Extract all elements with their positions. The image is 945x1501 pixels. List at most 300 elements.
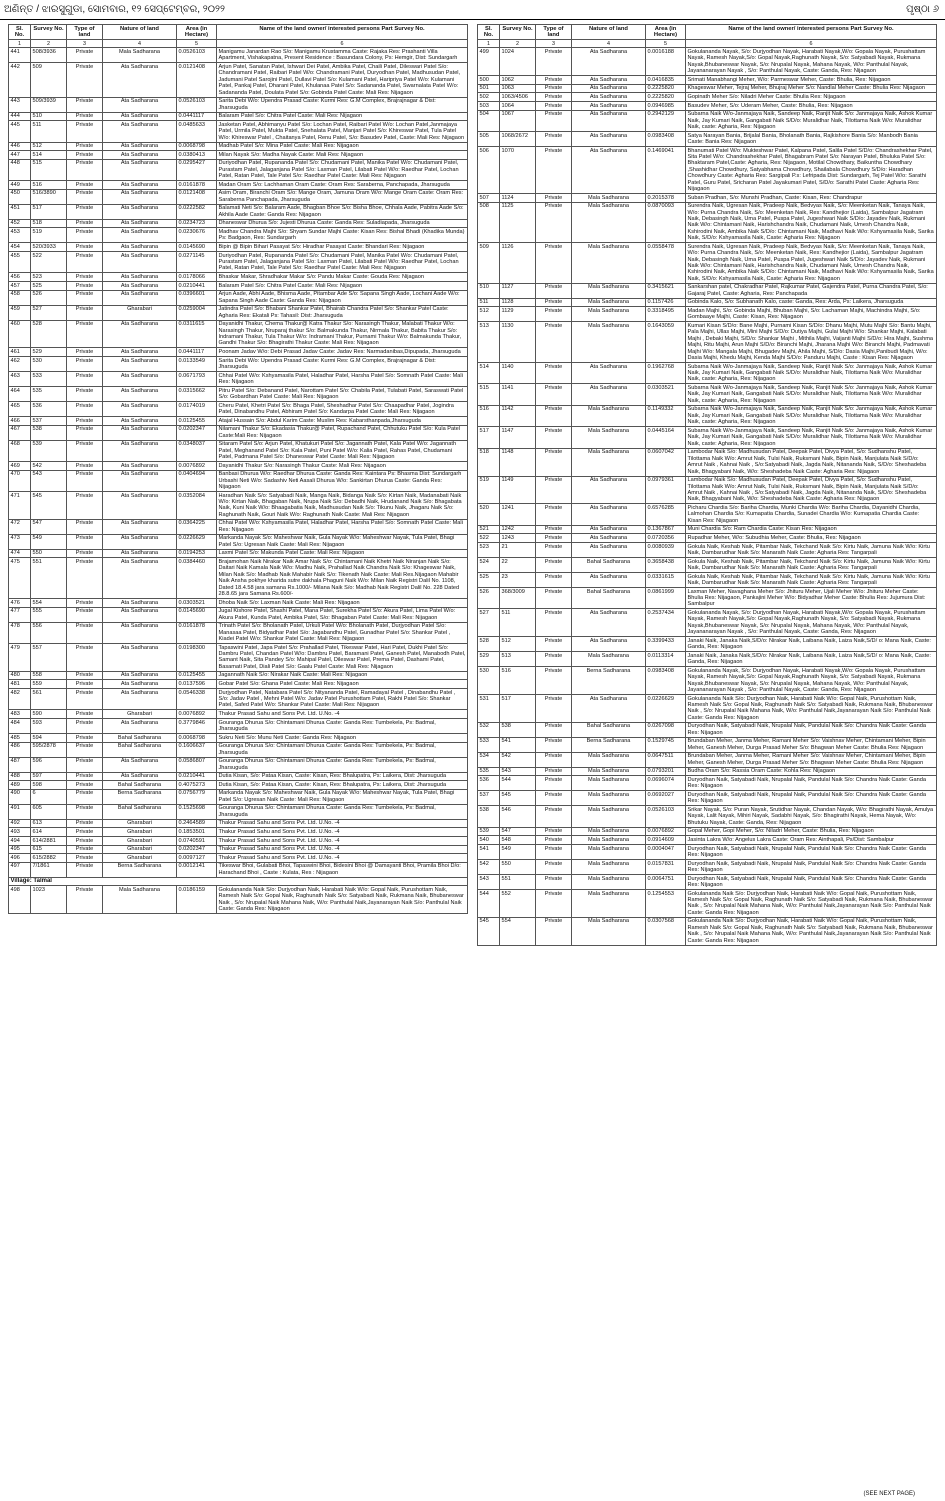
table-row — [9, 680, 468, 689]
sl-no-cell: 500 — [478, 76, 500, 85]
land-type-cell: Private — [536, 889, 572, 917]
table-row — [478, 609, 937, 637]
sl-no-cell: 452 — [9, 219, 31, 228]
area-cell: 0.2464589 — [177, 819, 217, 828]
table-row — [9, 689, 468, 710]
table-row — [9, 386, 468, 401]
owner-name-cell: Thakur Prasad Sahu and Sons Pvt. Ltd. U.No. -4 — [217, 845, 468, 854]
survey-no-cell: 554 — [31, 599, 67, 608]
land-type-cell: Private — [536, 791, 572, 806]
area-cell: 0.2225820 — [646, 93, 686, 102]
land-nature-cell: Ata Sadharana — [103, 772, 177, 781]
sl-no-cell: 513 — [478, 322, 500, 363]
area-cell: 0.0271145 — [177, 251, 217, 272]
table-row — [9, 121, 468, 142]
land-type-cell: Private — [67, 204, 103, 219]
land-nature-cell: Ata Sadharana — [103, 671, 177, 680]
sl-no-cell: 501 — [478, 84, 500, 93]
survey-no-cell: 615 — [31, 845, 67, 854]
land-nature-cell: Berna Sadharana — [572, 737, 646, 752]
owner-name-cell: Duryodhan Naik, Satyabadi Naik, Nrupalal Naik, Pandulal Naik S/o: Chandra Naik Caste: Ganda Res: Nijagaon — [686, 844, 937, 859]
table-row — [9, 644, 468, 672]
survey-no-cell: 535 — [31, 386, 67, 401]
table-row — [478, 525, 937, 534]
column-number: 3 — [67, 40, 103, 48]
owner-name-cell: Tikeswar Bhoi, Gulabati Bhoi, Tapaswini Bhoi, Bidesini Bhoi @ Damayanti Bhoi, Pramila Bhoi D/o: Harachand Bhoi , Caste : Kulata, Res : Nijagaon — [217, 862, 468, 877]
sl-no-cell: 529 — [478, 652, 500, 667]
land-type-cell: Private — [67, 491, 103, 519]
sl-no-cell: 468 — [9, 440, 31, 461]
area-cell: 0.0979361 — [646, 476, 686, 504]
land-nature-cell: Gharabari — [103, 828, 177, 837]
owner-name-cell: Laxmi Patel S/o: Makunda Patel Caste: Mali Res: Nijagaon — [217, 549, 468, 558]
survey-no-cell: 1148 — [500, 448, 536, 476]
land-type-cell: Private — [67, 470, 103, 491]
area-cell: 0.0303521 — [177, 599, 217, 608]
header-sl: Sl. No. — [9, 25, 31, 40]
sl-no-cell: 463 — [9, 371, 31, 386]
land-nature-cell: Ata Sadharana — [103, 644, 177, 672]
survey-no-cell: 541 — [500, 737, 536, 752]
area-cell: 0.0295427 — [177, 159, 217, 180]
area-cell: 0.0586807 — [177, 757, 217, 772]
area-cell: 0.2225820 — [646, 84, 686, 93]
sl-no-cell: 481 — [9, 680, 31, 689]
owner-name-cell: Markanda Nayak S/o: Maheshwar Naik, Gula Nayak W/o: Maheshwar Nayak, Tula Patel, Bhagi Patel S/o: Ugresan Naik Caste: Mali Res: Nijagaon — [217, 534, 468, 549]
area-cell: 0.3399433 — [646, 637, 686, 652]
area-cell: 0.0174019 — [177, 401, 217, 416]
table-row — [478, 694, 937, 722]
land-type-cell: Private — [67, 251, 103, 272]
sl-no-cell: 526 — [478, 587, 500, 608]
land-type-cell: Private — [67, 371, 103, 386]
sl-no-cell: 534 — [478, 752, 500, 767]
owner-name-cell: Jatindra Patel S/o: Bhabani Shankar Patel, Bhairab Chandra Patel S/o: Shankar Patel Caste: Agharia Res: Ekatali Ps: Tahasil: Dist: Jharsuguda — [217, 305, 468, 320]
area-cell: 0.0202347 — [177, 425, 217, 440]
table-row — [478, 534, 937, 543]
sl-no-cell: 450 — [9, 189, 31, 204]
owner-name-cell: Sukru Neti S/o: Munu Neti Caste: Ganda Res: Nijagaon — [217, 734, 468, 743]
survey-no-cell: 544 — [500, 776, 536, 791]
land-type-cell: Private — [536, 767, 572, 776]
survey-no-cell: 1147 — [500, 427, 536, 448]
sl-no-cell: 473 — [9, 534, 31, 549]
area-cell: 0.0198300 — [177, 644, 217, 672]
table-body-left — [9, 48, 468, 914]
table-row — [478, 572, 937, 587]
area-cell: 0.0526103 — [646, 806, 686, 827]
area-cell: 0.0194253 — [177, 549, 217, 558]
table-row — [478, 363, 937, 384]
land-nature-cell: Mala Sadharana — [572, 298, 646, 307]
land-type-cell: Private — [67, 425, 103, 440]
sl-no-cell: 491 — [9, 804, 31, 819]
sl-no-cell: 453 — [9, 228, 31, 243]
land-type-cell: Private — [67, 63, 103, 97]
area-cell: 0.0441117 — [177, 348, 217, 357]
area-cell: 0.0267098 — [646, 722, 686, 737]
sl-no-cell: 492 — [9, 819, 31, 828]
survey-no-cell: 539 — [31, 440, 67, 461]
land-nature-cell: Gharabari — [103, 854, 177, 863]
area-cell: 0.0222582 — [177, 204, 217, 219]
land-nature-cell: Mala Sadharana — [572, 427, 646, 448]
sl-no-cell: 488 — [9, 772, 31, 781]
land-type-cell: Private — [536, 146, 572, 193]
land-nature-cell: Ata Sadharana — [103, 607, 177, 622]
land-nature-cell: Mala Sadharana — [572, 767, 646, 776]
owner-name-cell: Jasinta Lakra W/o: Angelus Lakra Caste: Oram Res: Ainthapali, Ps/Dist: Sambalpur — [686, 836, 937, 845]
land-type-cell: Private — [67, 828, 103, 837]
land-nature-cell: Gharabari — [103, 836, 177, 845]
owner-name-cell: Janaki Naik, Janaka Naik,S/D/o: Nirakar Naik, Laibana Naik, Laiza Naik,S/D/ o: Mana Naik, Caste: Ganda, Res: Nijagaon — [686, 637, 937, 652]
survey-no-cell: 7/1861 — [31, 862, 67, 877]
survey-no-cell: 550 — [31, 549, 67, 558]
owner-name-cell: Atajal Hussain S/o: Abdul Karim Caste: Muslim Res: Kabarsthanpada,Jharsuguda — [217, 416, 468, 425]
table-row — [9, 320, 468, 348]
area-cell: 0.0558478 — [646, 243, 686, 284]
land-nature-cell: Ata Sadharana — [103, 228, 177, 243]
land-type-cell: Private — [536, 776, 572, 791]
owner-name-cell: Lambodar Naik S/o: Madhusudan Patel, Deepak Patel, Divya Patel, S/o: Sudhanshu Patel, Tilottama Naik W/o: Amrut Naik, Tulsi Naik, Ruksmani Naik, Bipin Naik, Manjulata Naik S/D/o: Amrut Naik , Kahnai Naik , S/o:Satyabadi Naik, Jagda Naik, Nitananda Naik, S/D/o: Sheshadeba Naik, Bhagyabani Naik, W/o: Sheshadeba Naik Caste: Agharia Res: Nijagaon — [686, 448, 937, 476]
land-type-cell: Private — [536, 874, 572, 889]
owner-name-cell: Gobar Patel S/o: Ghana Patel Caste: Mali Res: Nijagaon — [217, 680, 468, 689]
area-cell: 0.3779846 — [177, 719, 217, 734]
land-type-cell: Private — [67, 671, 103, 680]
owner-name-cell: Dhaneswar Dhurua S/o: Jujesti Dhurua Caste: Ganda Res: Suladiapada, Jharsuguda — [217, 219, 468, 228]
land-nature-cell: Ata Sadharana — [103, 719, 177, 734]
land-type-cell: Private — [67, 97, 103, 112]
land-type-cell: Private — [67, 886, 103, 914]
land-nature-cell: Ata Sadharana — [103, 470, 177, 491]
land-type-cell: Private — [67, 219, 103, 228]
land-type-cell: Private — [67, 189, 103, 204]
table-row — [9, 461, 468, 470]
owner-name-cell: Kumari Kisan S/D/o: Bane Majhi, Purnami Kisan S/D/o: Dhanu Majhi, Mutu Majhi S/o: Bantu Majhi, Pala Majhi, Ullas Majhi, Mini Majhi S/D/o: Dutiya Majhi, Gulai Majhi W/o: Shankar Majhi, Kalabati Majhi , Debaki Majhi, S/D/o: Shankar Majhi , Mithila Majhi, Vaijanti Majhi S/D/o: Hira Majhi, Sushma Majhi, Ritu Majhi, Arun Majhi S/D/o: Biranchi Majhi, Jharana Majhi W/o: Biranchi Majhi, Padmavati Majhi W/o: Mangala Majhi, Bhugadev Majhi, Ahila Majhi, S/D/o: Dasia Majhi,Panibudi Majhi, W/o: Dasia Majhi, Khedu Majhi, Kenda Majhi S/D/o: Panduru Majhi, Caste : Kisan Res: Nijagaon — [686, 322, 937, 363]
land-type-cell: Private — [67, 121, 103, 142]
table-row — [9, 159, 468, 180]
land-type-cell: Private — [536, 202, 572, 243]
area-cell: 0.0145690 — [177, 243, 217, 252]
land-nature-cell: Ata Sadharana — [103, 97, 177, 112]
survey-no-cell: 536 — [31, 401, 67, 416]
sl-no-cell: 443 — [9, 97, 31, 112]
land-type-cell: Private — [536, 427, 572, 448]
owner-name-cell: Gokulananda Naik S/o: Durjyodhan Naik, Harabati Naik W/o: Gopal Naik, Purushottam Naik, Ramesh Naik S/o: Gopal Naik, Raghunath Naik S/o: Satyabadi Naik, Rukmana Naik, Bhubaneswar Naik , S/o: Nrupalal Naik Mahana Naik, W/o: Panthulal Naik,Jayanarayan Naik S/o: Panthulal Naik Caste: Ganda Res: Nijagaon — [217, 886, 468, 914]
land-nature-cell: Ata Sadharana — [572, 76, 646, 85]
area-cell: 0.0226629 — [177, 534, 217, 549]
table-row — [9, 671, 468, 680]
land-nature-cell: Berna Sadharana — [103, 789, 177, 804]
land-type-cell: Private — [536, 110, 572, 131]
survey-no-cell: 522 — [31, 251, 67, 272]
land-type-cell: Private — [536, 194, 572, 203]
area-cell: 0.0307568 — [646, 917, 686, 945]
table-row — [9, 519, 468, 534]
land-type-cell: Private — [67, 440, 103, 461]
survey-no-cell: 542 — [31, 461, 67, 470]
sl-no-cell: 489 — [9, 781, 31, 790]
area-cell: 0.1606637 — [177, 742, 217, 757]
area-cell: 0.0441117 — [177, 112, 217, 121]
area-cell: 0.3318495 — [646, 307, 686, 322]
sl-no-cell: 545 — [478, 917, 500, 945]
sl-no-cell: 516 — [478, 405, 500, 426]
owner-name-cell: Picharu Chardia S/o: Bariha Chardia, Munki Chardia W/o: Bariha Chardia, Dayanidhi Chardia, Lalmohan Chardia S/o: Kumapatia Chardia, Sunadei Chardia W/o: Kumapatia Chardia Caste: Kisan Res: Nijagaon — [686, 504, 937, 525]
survey-no-cell: 1125 — [500, 202, 536, 243]
sl-no-cell: 506 — [478, 146, 500, 193]
survey-no-cell: 528 — [31, 320, 67, 348]
page-number: ପୃଷ୍ଠା ୬ — [906, 4, 939, 15]
owner-name-cell: Cheru Patel, Khetri Patel S/o: Bhaga Patel, Sheshadhar Patel S/o: Chaapadhar Patel, Jogindra Patel, Dinabandhu Patel, Abhiram Patel S/o: Kandarpa Patel Caste: Mali Res: Nijagaon — [217, 401, 468, 416]
survey-no-cell: 23 — [500, 572, 536, 587]
survey-no-cell: 1130 — [500, 322, 536, 363]
land-type-cell: Private — [67, 781, 103, 790]
land-type-cell: Private — [67, 48, 103, 63]
area-cell: 0.0793201 — [646, 767, 686, 776]
area-cell: 0.0861999 — [646, 587, 686, 608]
survey-no-cell: 509 — [31, 63, 67, 97]
sl-no-cell: 521 — [478, 525, 500, 534]
area-cell: 0.0161878 — [177, 622, 217, 643]
area-cell: 0.0692027 — [646, 791, 686, 806]
table-header-row — [478, 25, 937, 40]
owner-name-cell: Chhai Patel W/o: Kshyamasila Patel, Haladhar Patel, Harsha Patel S/o: Somnath Patel Caste: Mali Res: Nijagaon — [217, 519, 468, 534]
survey-no-cell: 517 — [31, 204, 67, 219]
land-type-cell: Private — [536, 363, 572, 384]
land-type-cell: Private — [536, 534, 572, 543]
header-area: Area (in Hectare) — [646, 25, 686, 40]
land-type-cell: Private — [67, 689, 103, 710]
area-cell: 0.0311615 — [177, 320, 217, 348]
land-nature-cell: Ata Sadharana — [103, 519, 177, 534]
table-row — [9, 789, 468, 804]
survey-no-cell: 537 — [31, 416, 67, 425]
table-row — [9, 862, 468, 877]
land-type-cell: Private — [67, 757, 103, 772]
column-number: 1 — [9, 40, 31, 48]
sl-no-cell: 494 — [9, 836, 31, 845]
area-cell: 0.0210441 — [177, 281, 217, 290]
table-row — [478, 427, 937, 448]
sl-no-cell: 475 — [9, 558, 31, 599]
land-nature-cell: Ata Sadharana — [103, 290, 177, 305]
owner-name-cell: Gopal Meher, Gopi Meher, S/o: Niladri Meher, Caste: Bhulia, Res: Nijagaon — [686, 827, 937, 836]
survey-no-cell: 596 — [31, 757, 67, 772]
page-header — [0, 0, 945, 20]
survey-no-cell: 561 — [31, 689, 67, 710]
land-nature-cell: Ata Sadharana — [572, 84, 646, 93]
right-column — [477, 24, 937, 946]
sl-no-cell: 507 — [478, 194, 500, 203]
land-nature-cell: Ata Sadharana — [103, 549, 177, 558]
land-nature-cell: Ata Sadharana — [103, 416, 177, 425]
area-cell: 0.0526103 — [177, 48, 217, 63]
land-nature-cell: Mala Sadharana — [572, 791, 646, 806]
survey-no-cell: 590 — [31, 710, 67, 719]
sl-no-cell: 511 — [478, 298, 500, 307]
land-nature-cell: Mala Sadharana — [572, 307, 646, 322]
land-nature-cell: Bahal Sadharana — [103, 734, 177, 743]
table-row — [9, 836, 468, 845]
area-cell: 0.0121408 — [177, 189, 217, 204]
table-row — [478, 405, 937, 426]
survey-no-cell: 538 — [500, 722, 536, 737]
sl-no-cell: 480 — [9, 671, 31, 680]
owner-name-cell: Gouranga Dhurua S/o: Chintamani Dhurua Caste: Ganda Res: Tumbekela, Ps: Badmal, Jharsuguda — [217, 757, 468, 772]
owner-name-cell: Durjyodhan Patel, Natabara Patel S/o: Nityananda Patel, Ramadayal Patel , Dinabandhu Patel , S/o: Jadav Patel , Mehni Patel W/o: Jadav Patel Purushottam Patel, Rakhi Patel S/o: Shankar Patel, Safed Patel W/o: Shankar Patel Caste: Mali Res: Nijagaon — [217, 689, 468, 710]
land-nature-cell: Ata Sadharana — [103, 689, 177, 710]
survey-no-cell: 526 — [31, 290, 67, 305]
survey-no-cell: 613 — [31, 819, 67, 828]
sl-no-cell: 541 — [478, 844, 500, 859]
survey-no-cell: 525 — [31, 281, 67, 290]
owner-name-cell: Gokula Naik, Keshab Naik, Pitambar Naik, Tekchand Naik S/o: Kirtu Naik, Jamuna Naik W/o: Kirtu Naik, Dambarudhar Naik S/o: Manarath Naik Caste: Agharia Res: Tangarpali — [686, 557, 937, 572]
land-type-cell: Private — [67, 862, 103, 877]
area-cell: 0.0352084 — [177, 491, 217, 519]
area-cell: 0.0097127 — [177, 854, 217, 863]
area-cell: 0.6576285 — [646, 504, 686, 525]
owner-name-cell: Madan Majhi, S/o: Gobinda Majhi, Bhuban Majhi, S/o: Lachaman Majhi, Machindra Majhi, S/o: Gombaaye Majhi, Caste: Kisan, Res: Nijagaon — [686, 307, 937, 322]
land-nature-cell: Bahal Sadharana — [103, 804, 177, 819]
table-row — [9, 219, 468, 228]
table-row — [9, 181, 468, 190]
land-nature-cell: Ata Sadharana — [103, 622, 177, 643]
table-row — [478, 836, 937, 845]
owner-name-cell: Rupadhar Meher, W/o: Subudhia Meher, Caste: Bhulia, Res: Nijagaon — [686, 534, 937, 543]
land-type-cell: Private — [67, 305, 103, 320]
owner-name-cell: Duriyodhan Patel, Rupananda Patel S/o: Chudamani Patel, Manika Patel W/o: Chudamani Patel, Purastam Patel, Jalaganjana Patel S/o: Laxman Patel, Lilabati Patel W/o: Raedhar Patel, Lochan Patel, Ratan Patel, Tale Patel S/o: Raedhar Patel Caste: Mali Res: Nijagaon — [217, 251, 468, 272]
table-header-row — [9, 25, 468, 40]
survey-no-cell: 1024 — [500, 48, 536, 76]
owner-name-cell: Poonam Jadav W/o: Debi Prasad Jadav Caste: Jadav Res: Narmadanibas,Dipupada, Jharsuguda — [217, 348, 468, 357]
table-row — [478, 917, 937, 945]
table-row — [478, 587, 937, 608]
sl-no-cell: 535 — [478, 767, 500, 776]
sl-no-cell: 503 — [478, 101, 500, 110]
area-cell: 0.0416835 — [646, 76, 686, 85]
owner-name-cell: Tapaswini Patel, Japa Patel S/o: Prahallad Patel, Tikeswar Patel, Hari Patel, Dukhi Patel S/o: Dambru Patel, Chandan Patel W/o: Dambru Patel, Baramani Patel, Ganesh Patel, Manabodh Patel, Samant Naik, Sita Pandey S/o: Mahipal Patel, Dileswar Patel, Prema Patel, Dashami Patel, Basamati Patel, Diali Patel S/o: Gaalu Patel Caste: Mali Res: Nijagaon — [217, 644, 468, 672]
owner-name-cell: Balaram Patel S/o: Chitra Patel Caste: Mali Res: Nijagaon — [217, 281, 468, 290]
land-type-cell: Private — [536, 542, 572, 557]
survey-no-cell: 1241 — [500, 504, 536, 525]
table-row — [9, 804, 468, 819]
land-nature-cell: Ata Sadharana — [103, 121, 177, 142]
sl-no-cell: 490 — [9, 789, 31, 804]
table-row — [9, 97, 468, 112]
sl-no-cell: 533 — [478, 737, 500, 752]
land-nature-cell: Ata Sadharana — [103, 757, 177, 772]
owner-name-cell: Gokulananda Nayak, S/o: Durjyodhan Nayak, Harabati Nayak,W/o: Gopala Nayak, Purushattam Nayak, Ramesh Nayak,S/o: Gopal Nayak,Raghunath Nayak, S/o: Satyabadi Nayak, Rukmana Nayak,Bhubaneswar Nayak, S/o: Nrupalal Nayak, Mahana Nayak, W/o: Panthulal Nayak, Jayananarayan Nayak , S/o: Panthulal Nayak, Caste: Ganda, Res: Nijagaon — [686, 609, 937, 637]
land-type-cell: Private — [536, 844, 572, 859]
table-row — [9, 348, 468, 357]
land-nature-cell: Mala Sadharana — [572, 283, 646, 298]
land-type-cell: Private — [67, 281, 103, 290]
sl-no-cell: 537 — [478, 791, 500, 806]
table-row — [9, 470, 468, 491]
survey-no-cell: 6 — [31, 789, 67, 804]
survey-no-cell: 546 — [500, 806, 536, 827]
survey-no-cell: 550 — [500, 859, 536, 874]
table-row — [9, 781, 468, 790]
header-nature: Nature of land — [572, 25, 646, 40]
area-cell: 0.4075273 — [177, 781, 217, 790]
table-row — [9, 416, 468, 425]
sl-no-cell: 531 — [478, 694, 500, 722]
sl-no-cell: 512 — [478, 307, 500, 322]
area-cell: 0.0080939 — [646, 542, 686, 557]
sl-no-cell: 462 — [9, 356, 31, 371]
land-nature-cell: Mala Sadharana — [572, 322, 646, 363]
land-type-cell: Private — [67, 356, 103, 371]
sl-no-cell: 470 — [9, 470, 31, 491]
owner-name-cell: Budha Oram S/o: Rassia Oram Caste: Kohla Res: Nijagaon — [686, 767, 937, 776]
survey-no-cell: 542 — [500, 752, 536, 767]
owner-name-cell: Banbasi Dhurua W/o: Raedhar Dhurua Caste: Ganda Res: Kaintara Ps: Bhasma Dist: Sundargarh Urbashi Neti W/o: Sadashiv Neti Aasali Dhurua W/o: Sankirtan Dhurua Caste: Ganda Res: Nijagaon — [217, 470, 468, 491]
area-cell: 0.3415621 — [646, 283, 686, 298]
owner-name-cell: Laxman Meher, Navaghana Meher S/o: Jhituru Meher, Ujali Meher W/o: Jhituru Meher Caste: Bhulia Res: Nijagaon, Pankajini Meher W/o: Bidyadhar Meher Caste: Bhulia Res: Jujumura Dist: Sambalpur — [686, 587, 937, 608]
land-nature-cell: Bahal Sadharana — [103, 742, 177, 757]
land-nature-cell: Ata Sadharana — [103, 534, 177, 549]
owner-name-cell: Duryodhan Naik, Satyabadi Naik, Nrupalal Naik, Pandulal Naik S/o: Chandra Naik Caste: Ganda Res: Nijagaon — [686, 859, 937, 874]
land-nature-cell: Ata Sadharana — [572, 476, 646, 504]
owner-name-cell: Madhav Chandra Majhi S/o: Shyam Sundar Majhi Caste: Kisan Res: Bishal Bhadi (Khadika Munda) Ps: Badgaon, Res: Sundargarh — [217, 228, 468, 243]
owner-name-cell: Subarna Naik W/o-Janmajaya Naik, Sandeep Naik, Ranjit Naik S/o: Janmajaya Naik, Ashok Kumar Naik, Jay Kumari Naik, Gangabati Naik S/D/o: Muralidhar Naik, Tilottama Naik W/o: Muralidhar Naik, caste: Agharia, Res: Nijagaon — [686, 384, 937, 405]
survey-no-cell: 1142 — [500, 405, 536, 426]
land-nature-cell: Ata Sadharana — [103, 112, 177, 121]
land-type-cell: Private — [67, 159, 103, 180]
land-nature-cell: Ata Sadharana — [572, 609, 646, 637]
survey-no-cell: 543 — [31, 470, 67, 491]
survey-no-cell: 516/3890 — [31, 189, 67, 204]
survey-no-cell: 598 — [31, 781, 67, 790]
table-row — [9, 281, 468, 290]
land-nature-cell: Gharabari — [103, 710, 177, 719]
area-cell: 0.0016188 — [646, 48, 686, 76]
table-row — [9, 151, 468, 160]
land-nature-cell: Mala Sadharana — [572, 844, 646, 859]
table-row — [478, 202, 937, 243]
survey-no-cell: 519 — [31, 228, 67, 243]
area-cell: 0.0696074 — [646, 776, 686, 791]
land-nature-cell: Ata Sadharana — [103, 425, 177, 440]
owner-name-cell: Balamati Neti S/o: Balaram Aade, Bhagban Bhoe S/o: Bisha Bhoe, Chhala Aade, Pabitra Aade S/o: Akhila Aade Caste: Ganda Res: Nijagaon — [217, 204, 468, 219]
table-row — [9, 819, 468, 828]
land-nature-cell: Mala Sadharana — [572, 243, 646, 284]
owner-name-cell: Khageswar Meher, Tejraj Meher, Bhujraj Meher S/o: Nandlal Meher Caste: Bhulia Res: Nijagaon — [686, 84, 937, 93]
sl-no-cell: 510 — [478, 283, 500, 298]
table-row — [9, 558, 468, 599]
sl-no-cell: 461 — [9, 348, 31, 357]
area-cell: 0.0546338 — [177, 689, 217, 710]
area-cell: 0.1853501 — [177, 828, 217, 837]
land-nature-cell: Ata Sadharana — [572, 637, 646, 652]
table-row — [9, 710, 468, 719]
land-type-cell: Private — [536, 405, 572, 426]
land-nature-cell: Ata Sadharana — [572, 48, 646, 76]
land-nature-cell: Ata Sadharana — [103, 142, 177, 151]
land-nature-cell: Mala Sadharana — [572, 194, 646, 203]
sl-no-cell: 478 — [9, 622, 31, 643]
column-number: 5 — [177, 40, 217, 48]
village-heading: Village: Talmal — [9, 877, 468, 886]
survey-no-cell: 512 — [31, 142, 67, 151]
survey-no-cell: 1127 — [500, 283, 536, 298]
land-type-cell: Private — [536, 572, 572, 587]
survey-no-cell: 515 — [31, 159, 67, 180]
survey-no-cell: 554 — [500, 917, 536, 945]
area-cell: 0.0396601 — [177, 290, 217, 305]
